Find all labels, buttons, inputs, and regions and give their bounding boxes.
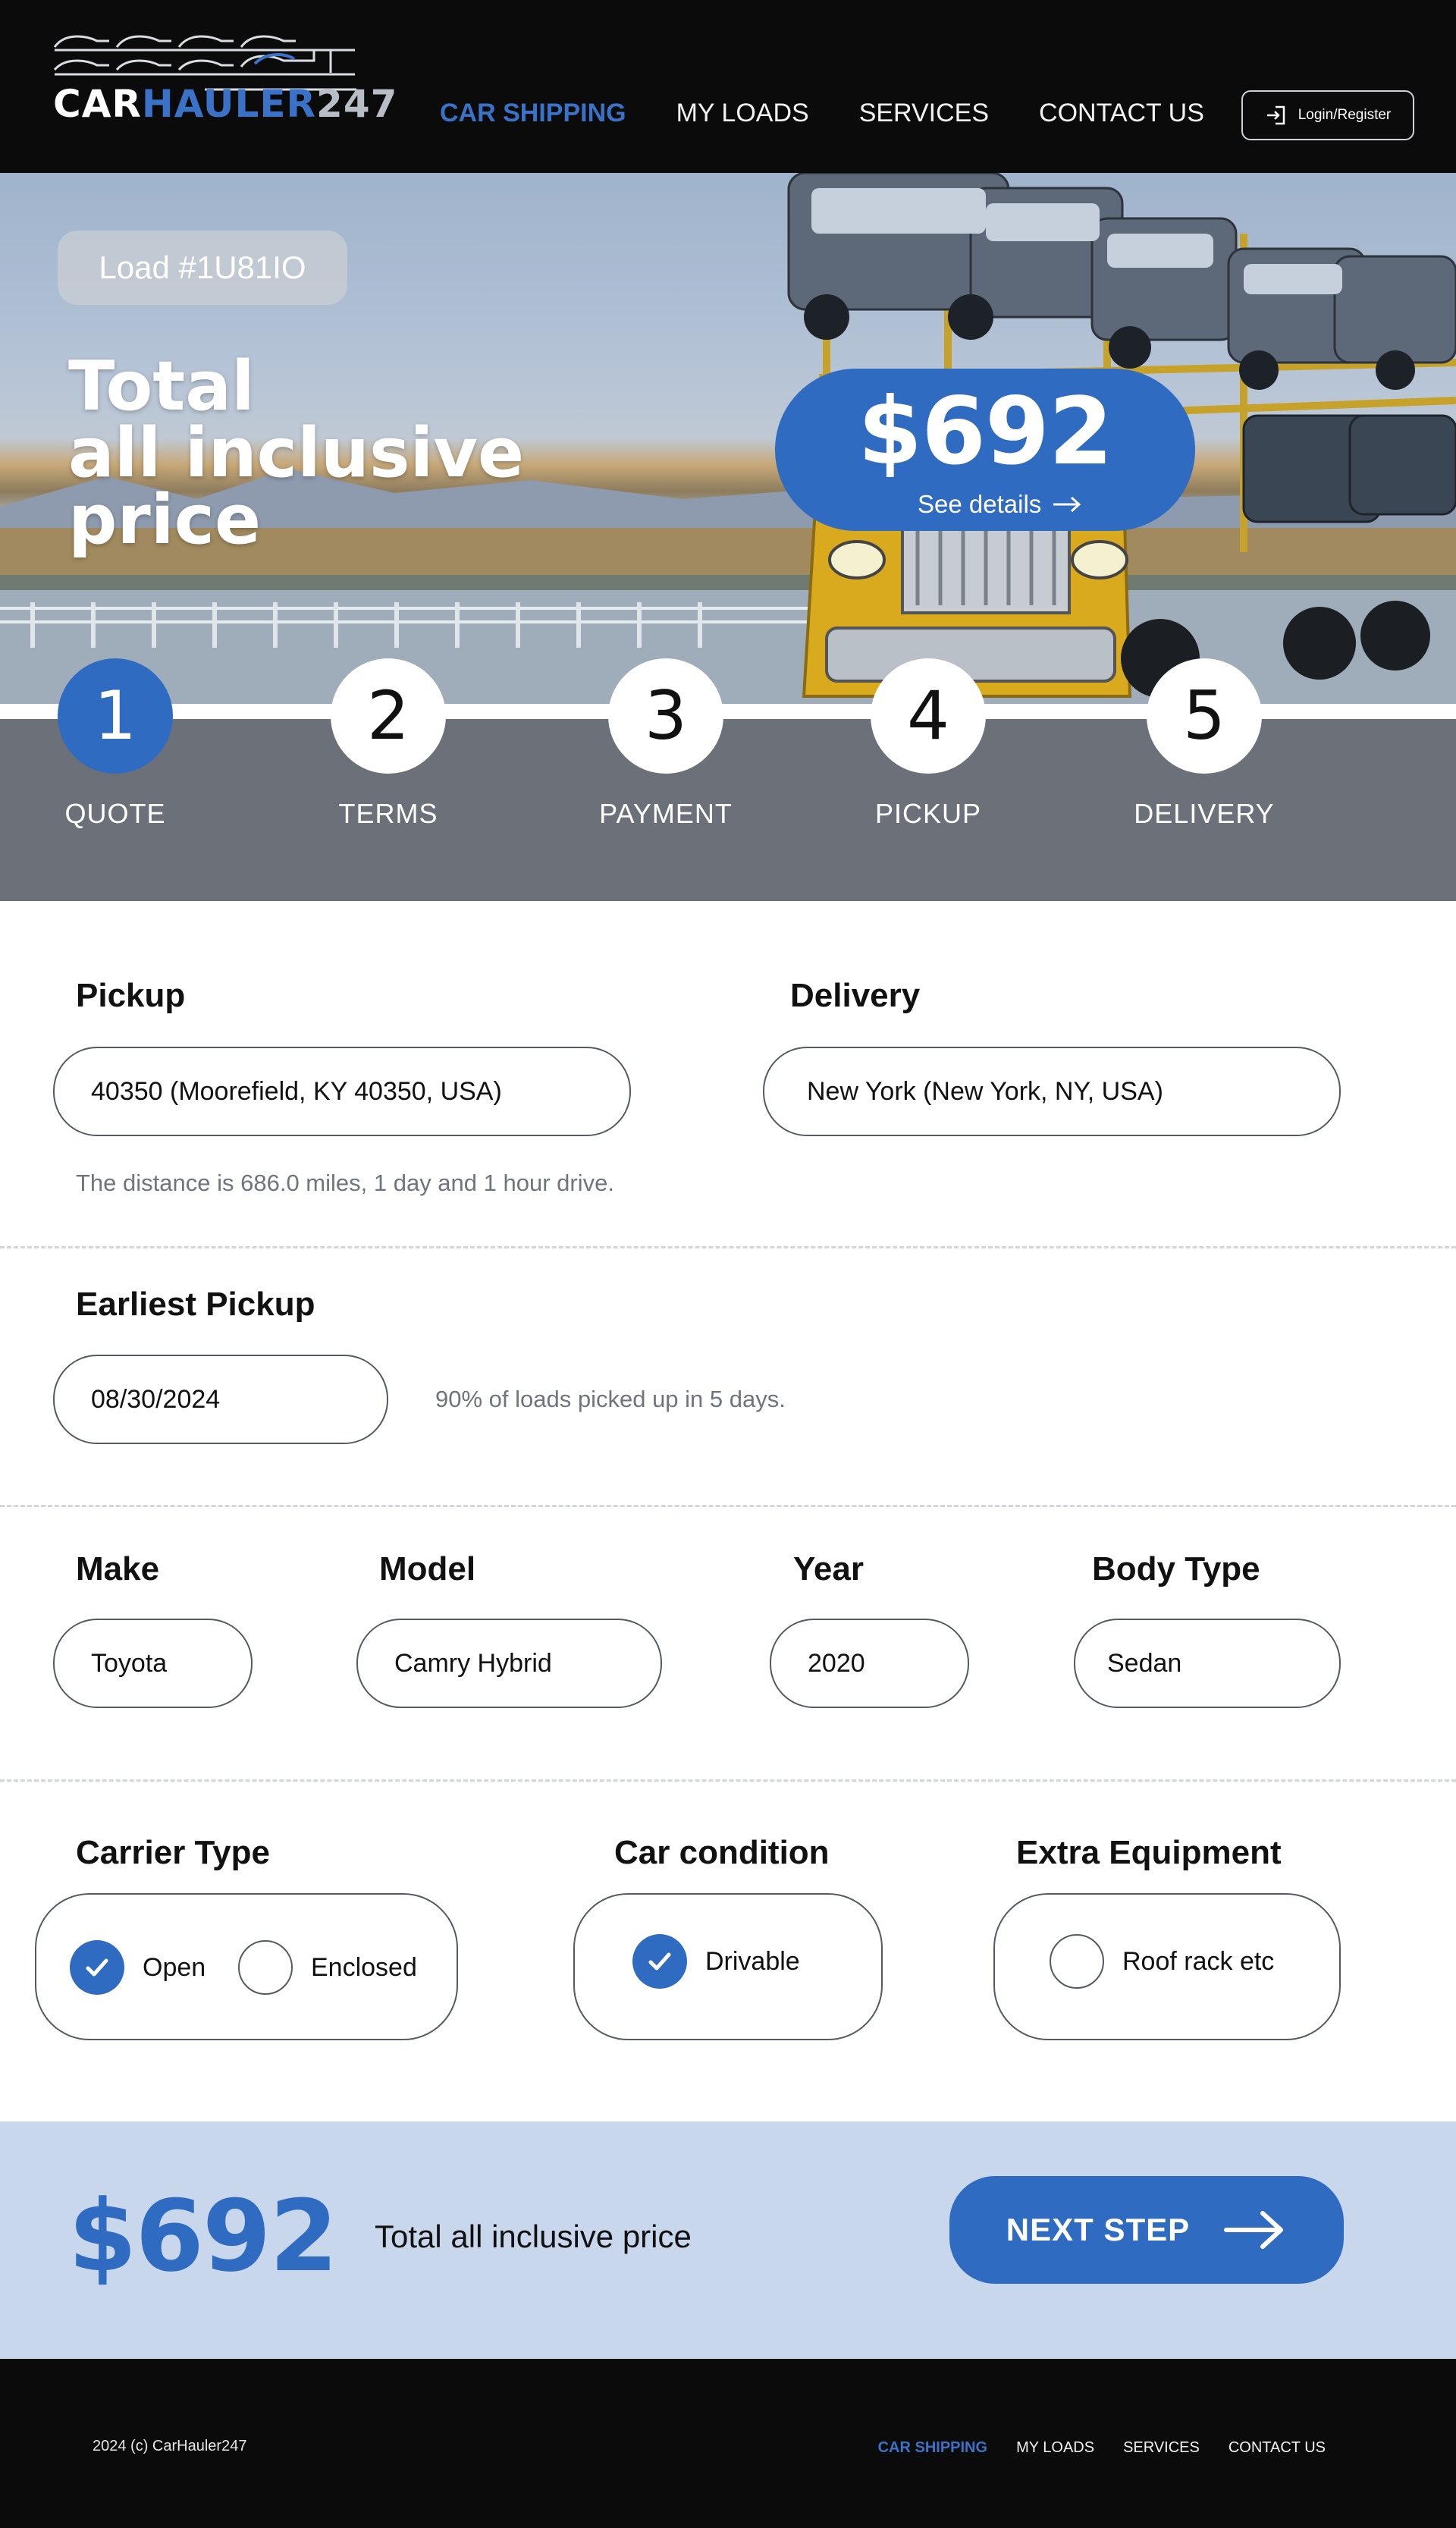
pickup-field[interactable]: 40350 (Moorefield, KY 40350, USA) [53,1047,631,1136]
section-divider [0,1779,1456,1782]
summary-price-label: Total all inclusive price [375,2219,692,2254]
site-logo[interactable] [53,30,398,137]
login-register-label: Login/Register [1298,107,1392,123]
load-number-badge: Load #1U81IO [58,231,347,305]
price-summary-bar [0,2121,1456,2359]
hero-title-line: Total [68,347,255,426]
step-4-label: PICKUP [874,798,982,829]
model-label: Model [379,1550,476,1587]
site-header [0,0,1456,173]
step-3-label: PAYMENT [599,798,733,829]
hero-title-line: all inclusive [68,413,525,493]
hero-title [68,347,599,560]
copyright-text: 2024 (c) CarHauler247 [93,2438,247,2454]
step-1-circle[interactable]: 1 [58,658,173,774]
nav-my-loads[interactable]: MY LOADS [676,99,809,127]
footer-nav-car-shipping[interactable]: CAR SHIPPING [877,2439,988,2456]
nav-car-shipping[interactable]: CAR SHIPPING [440,99,626,127]
hero-price-amount: $692 [858,378,1112,485]
hero-title-line: price [68,480,262,560]
footer-nav-services[interactable]: SERVICES [1123,2439,1200,2456]
hero-banner [0,173,1456,704]
body-type-label: Body Type [1092,1550,1260,1587]
footer-nav-contact-us[interactable]: CONTACT US [1228,2439,1326,2456]
step-2-circle[interactable]: 2 [331,658,446,774]
year-field[interactable]: 2020 [770,1619,969,1708]
car-condition-label: Car condition [614,1834,830,1871]
carrier-open-option[interactable] [70,1940,206,1995]
footer-nav-my-loads[interactable]: MY LOADS [1016,2439,1095,2456]
radio-unchecked-icon [1050,1934,1104,1989]
step-2-label: TERMS [338,798,438,829]
step-3-circle[interactable]: 3 [608,658,723,774]
condition-drivable-label: Drivable [705,1946,800,1976]
see-details-label: See details [918,490,1042,518]
step-5-label: DELIVERY [1134,798,1275,829]
make-field[interactable]: Toyota [53,1619,253,1708]
distance-note: The distance is 686.0 miles, 1 day and 1 hour drive. [76,1170,614,1196]
main-nav [440,99,1204,128]
step-5-circle[interactable]: 5 [1147,658,1262,774]
earliest-pickup-label: Earliest Pickup [76,1286,315,1323]
radio-unchecked-icon [238,1940,293,1995]
delivery-label: Delivery [790,977,921,1014]
nav-contact-us[interactable]: CONTACT US [1039,99,1204,127]
year-label: Year [793,1550,864,1587]
extra-roof-rack-option[interactable] [1050,1934,1274,1989]
login-icon [1265,104,1288,127]
model-field[interactable]: Camry Hybrid [356,1619,662,1708]
arrow-right-icon [1223,2209,1287,2251]
pickup-stat-note: 90% of loads picked up in 5 days. [435,1386,786,1412]
step-1-label: QUOTE [64,798,166,829]
step-4-circle[interactable]: 4 [871,658,986,774]
make-label: Make [76,1550,160,1587]
extra-equipment-label: Extra Equipment [1016,1834,1282,1871]
next-step-button[interactable] [949,2176,1344,2284]
check-icon [70,1940,124,1995]
carrier-open-label: Open [143,1952,206,1982]
carrier-enclosed-label: Enclosed [311,1952,417,1982]
summary-price: $692 [68,2178,337,2294]
login-register-button[interactable] [1241,90,1414,140]
section-divider [0,1246,1456,1248]
carrier-type-label: Carrier Type [76,1834,270,1871]
earliest-pickup-date-field[interactable]: 08/30/2024 [53,1355,388,1444]
pickup-label: Pickup [76,977,186,1014]
extra-roof-rack-label: Roof rack etc [1122,1946,1275,1976]
condition-drivable-option[interactable] [632,1934,800,1989]
check-icon [632,1934,687,1989]
brand-wordmark: CARHAULER247 [53,82,398,126]
next-step-label: NEXT STEP [1006,2212,1191,2247]
body-type-field[interactable]: Sedan [1074,1619,1341,1708]
nav-services[interactable]: SERVICES [858,99,990,127]
footer-nav [878,2439,1326,2457]
site-footer [0,2359,1456,2528]
arrow-right-icon [1052,495,1082,513]
see-details-link[interactable] [918,490,1082,519]
section-divider [0,1505,1456,1507]
delivery-field[interactable]: New York (New York, NY, USA) [763,1047,1341,1136]
carrier-enclosed-option[interactable] [238,1940,417,1995]
hero-price-pill[interactable] [775,369,1195,531]
